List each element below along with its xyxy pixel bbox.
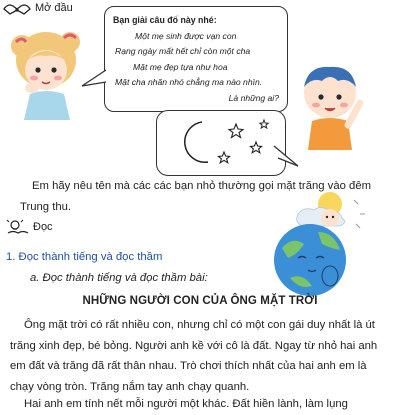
reading-heading-label: Đọc bbox=[33, 221, 53, 233]
riddle-line: Mặt mẹ đẹp tựa như hoa bbox=[133, 61, 228, 72]
riddle-line: Rạng ngày mất hết chỉ còn một cha bbox=[115, 46, 251, 56]
reading-title: NHỮNG NGƯỜI CON CỦA ÔNG MẶT TRỜI bbox=[82, 295, 318, 307]
subtask-a: a. Đọc thành tiếng và đọc thầm bài: bbox=[30, 272, 208, 284]
intro-heading-label: Mở đầu bbox=[35, 2, 73, 14]
star-icon bbox=[260, 120, 268, 128]
star-icon bbox=[218, 152, 229, 163]
lightbulb-book-icon bbox=[6, 219, 30, 235]
riddle-line: Một mẹ sinh được vạn con bbox=[135, 30, 237, 41]
earth-sun-illustration bbox=[268, 192, 370, 300]
section-reading-aloud: 1. Đọc thành tiếng và đọc thầm bbox=[6, 251, 163, 263]
boy-raising-hand-illustration bbox=[290, 55, 370, 150]
question-line: Trung thu. bbox=[20, 200, 72, 213]
moon-stars-drawing bbox=[158, 112, 284, 174]
bubble-tail bbox=[80, 68, 108, 90]
riddle-lead: Bạn giải câu đố này nhé: bbox=[113, 15, 217, 25]
intro-heading bbox=[2, 0, 73, 16]
bubble-tail bbox=[270, 140, 300, 170]
reading-paragraph bbox=[10, 315, 377, 397]
star-icon bbox=[229, 124, 243, 138]
girl-thinking-illustration bbox=[10, 20, 86, 120]
paragraph-line: Ông mặt trời có rất nhiều con, nhưng chỉ có một con gái duy nhất là út bbox=[24, 319, 375, 331]
star-icon bbox=[250, 142, 261, 153]
riddle-speech-bubble bbox=[104, 6, 288, 112]
handshake-icon bbox=[2, 0, 32, 16]
riddle-line: Mặt cha nhăn nhó chẳng ma nào nhìn. bbox=[115, 77, 263, 87]
paragraph-line: trăng xinh đẹp, bé bỏng. Người anh kề với cô là đất. Ngay từ nhỏ hai anh bbox=[10, 339, 378, 352]
reading-heading bbox=[6, 219, 53, 235]
paragraph-line: chạy vòng tròn. Trăng nắm tay anh chạy quanh. bbox=[10, 380, 250, 393]
reading-paragraph-cut: Hai anh em tính nết mỗi người một khác. Đất hiền lành, làm lụng bbox=[24, 398, 348, 410]
question-line: Em hãy nêu tên mà các các bạn nhỏ thường gọi mặt trăng vào đêm bbox=[32, 180, 372, 192]
riddle-line: Là những ai? bbox=[228, 92, 279, 103]
paragraph-line: em đất và trăng đã rất thân nhau. Trò chơi thích nhất của hai anh em là bbox=[10, 360, 367, 372]
